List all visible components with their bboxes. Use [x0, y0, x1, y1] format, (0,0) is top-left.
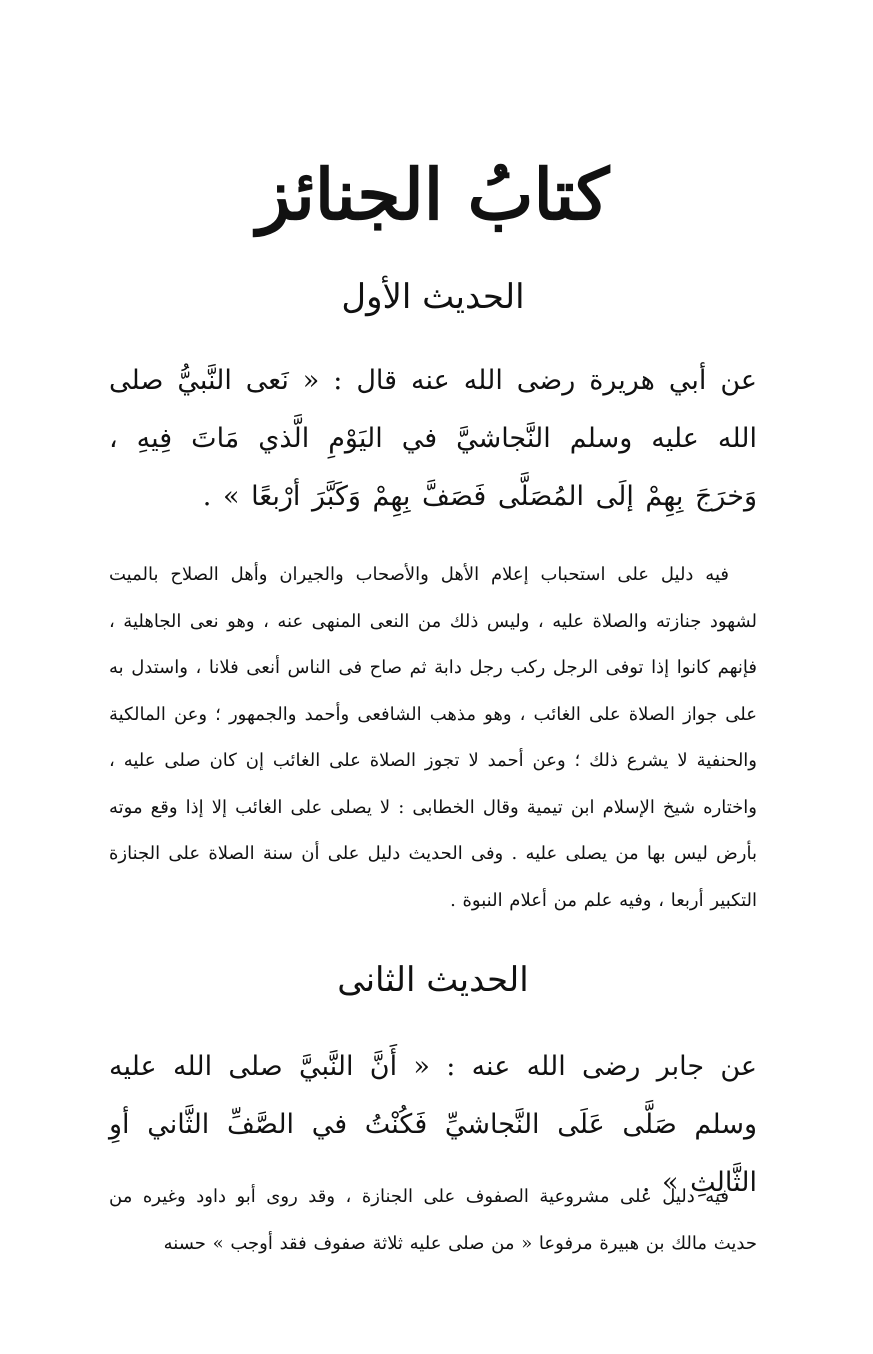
hadith-1-text: عن أبي هريرة رضى الله عنه قال : « نَعى النَّبيُّ صلى الله عليه وسلم النَّجاشيَّ في اليَوْمِ الَّذي مَاتَ فِيهِ ، وَخرَجَ بِهِمْ إلَى المُصَلَّى فَصَفَّ بِهِمْ وَكَبَّرَ أرْبعًا » . — [110, 365, 759, 512]
hadith-1-commentary: فيه دليل على استحباب إعلام الأهل والأصحاب والجيران وأهل الصلاح بالميت لشهود جنازته والصلاة عليه ، وليس ذلك من النعى المنهى عنه ، وهو نعى الجاهلية ، فإنهم كانوا إذا توفى الرجل ركب رجل دابة ثم صاح فى الناس أنعى فلانا ، واستدل به على جواز الصلاة على الغائب ، وهو مذهب الشافعى وأحمد والجمهور ؛ وعن المالكية والحنفية لا يشرع ذلك ؛ وعن أحمد لا تجوز الصلاة على الغائب إن كان صلى عليه ، واختاره شيخ الإسلام ابن تيمية وقال الخطابى : لا يصلى على الغائب إلا إذا وقع موته بأرض ليس بها من يصلى عليه . وفى الحديث دليل على أن سنة الصلاة على الجنازة التكبير أربعا ، وفيه علم من أعلام النبوة . — [110, 564, 758, 911]
hadith-1-heading: الحديث الأول — [342, 277, 526, 317]
hadith-2-heading: الحديث الثانى — [338, 960, 530, 1000]
document-page — [110, 0, 758, 1354]
book-title: كتابُ الجنائز — [257, 153, 611, 236]
hadith-2-commentary: فيه دليل على مشروعية الصفوف على الجنازة ، وقد روى أبو داود وغيره من حديث مالك بن هبيرة مرفوعا « من صلى عليه ثلاثة صفوف فقد أوجب » حسنه — [110, 1186, 758, 1254]
hadith-2-text: عن جابر رضى الله عنه : « أَنَّ النَّبيَّ صلى الله عليه وسلم صَلَّى عَلَى النَّجاشيِّ فَكُنْتُ في الصَّفِّ الثَّاني أوِ الثَّالِثِ » . — [110, 1051, 758, 1198]
